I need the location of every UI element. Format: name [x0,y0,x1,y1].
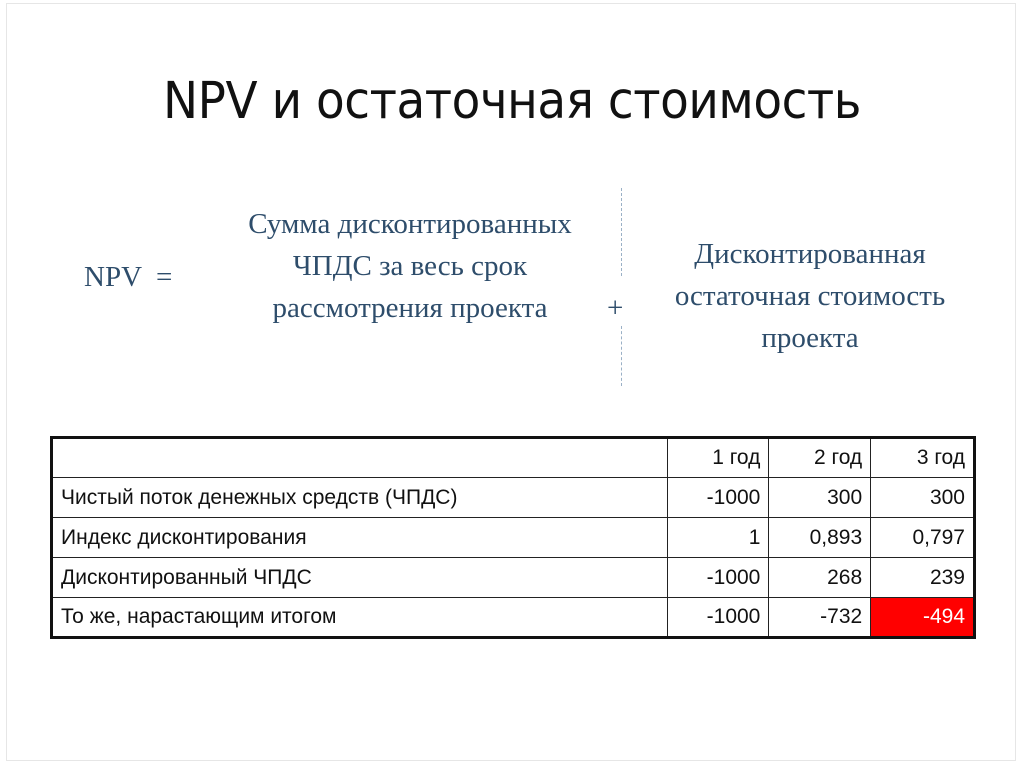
table-cell: 300 [769,478,871,518]
table-cell: 1 [667,518,769,558]
table-cell: -732 [769,598,871,638]
cashflow-table [50,436,976,639]
formula-left-line-1: Сумма дисконтированных [248,208,572,240]
table-row [52,518,975,558]
table-cell: 300 [871,478,975,518]
table-cell: 239 [871,558,975,598]
table-cell: 0,797 [871,518,975,558]
table-header-cell: 1 год [667,438,769,478]
formula-divider-top [621,188,622,276]
table-cell: То же, нарастающим итогом [52,598,668,638]
table-header-cell: 3 год [871,438,975,478]
slide-title: NPV и остаточная стоимость [163,72,861,131]
table-row [52,478,975,518]
npv-label: NPV = [84,261,173,293]
table-header-cell [52,438,668,478]
formula-left-line-2: ЧПДС за весь срок [292,250,528,282]
table-cell: -1000 [667,598,769,638]
table-cell: Индекс дисконтирования [52,518,668,558]
formula-right-block [630,233,990,359]
formula-left-block [200,203,620,329]
formula-left-line-3: рассмотрения проекта [272,292,548,324]
highlighted-cell: -494 [871,598,975,638]
formula-right-line-3: проекта [761,322,859,354]
table-cell: 0,893 [769,518,871,558]
table-cell: 268 [769,558,871,598]
table-row [52,558,975,598]
formula-right-line-2: остаточная стоимость [674,280,946,312]
table-cell: -1000 [667,558,769,598]
formula-right-line-1: Дисконтированная [694,238,926,270]
table-header-cell: 2 год [769,438,871,478]
formula-divider-bottom [621,326,622,386]
table-row [52,598,975,638]
table-header-row [52,438,975,478]
table-cell: Дисконтированный ЧПДС [52,558,668,598]
table-cell: -1000 [667,478,769,518]
formula-plus-sign: + [607,292,624,324]
table-cell: Чистый поток денежных средств (ЧПДС) [52,478,668,518]
